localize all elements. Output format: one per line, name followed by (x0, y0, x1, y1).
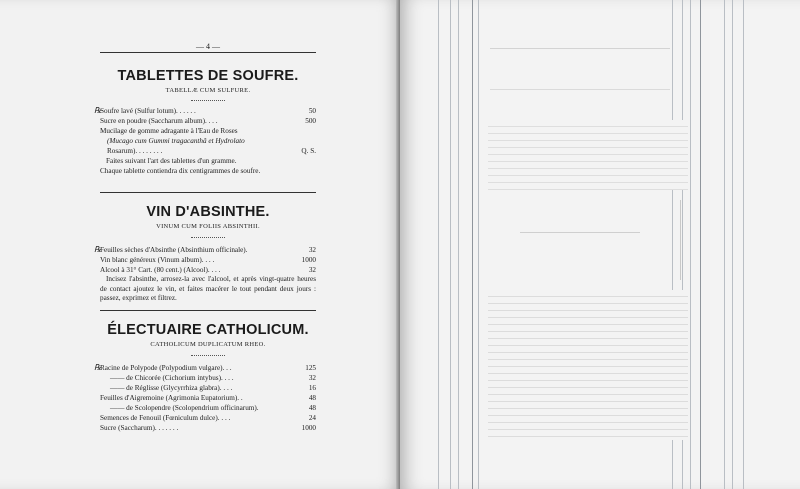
ingredient-line (100, 255, 316, 265)
ingredient-text: (Mucago cum Gummi tragacanthâ et Hydrolato (107, 137, 245, 145)
ingredient-text: Soufre lavé (Sulfur lotum). . . . . . (100, 107, 196, 115)
right-page-ledger (400, 0, 800, 489)
ingredient-text: Semences de Fenouil (Fœniculum dulce). . . . (100, 414, 231, 422)
ingredient-line (100, 146, 316, 156)
ingredient-line (100, 393, 316, 403)
ingredient-text: Vin blanc généreux (Vinum album). . . . (100, 256, 215, 264)
ingredient-text: Feuilles d'Aigremoine (Agrimonia Eupatorium). . (100, 394, 243, 402)
header-rule (100, 52, 316, 53)
ingredient-text: Rosarum). . . . . . . . (107, 147, 163, 155)
recipe-symbol: ℞ (94, 106, 102, 115)
section-title: VIN D'ABSINTHE. (146, 204, 270, 220)
preparation-paragraph: Incisez l'absinthe, arrosez-la avec l'alcool, et après vingt-quatre heures de contact ajoutez le vin, et faites macérer le tout pendant deux jours : passez, exprimez et filtrez. (100, 275, 316, 303)
ingredient-text: Sucre (Saccharum). . . . . . . (100, 424, 179, 432)
ingredient-quantity: 24 (308, 414, 316, 422)
ingredient-line (100, 265, 316, 275)
ledger-line (472, 0, 473, 489)
recipe-symbol: ℞ (94, 363, 102, 372)
bleed-through (520, 232, 640, 239)
ornament-divider (191, 237, 225, 238)
ingredient-line (94, 363, 316, 373)
ornament-divider (191, 100, 225, 101)
page-number: — 4 — (196, 42, 220, 51)
ingredient-quantity: Q. S. (301, 147, 316, 155)
ingredient-quantity: 500 (305, 117, 316, 125)
ingredient-quantity: 32 (308, 246, 316, 254)
ingredient-text: Mucilage de gomme adragante à l'Eau de Roses (100, 127, 238, 135)
ingredient-quantity: 1000 (301, 256, 316, 264)
bleed-through (488, 290, 688, 440)
ingredient-line (100, 423, 316, 433)
preparation-note: Chaque tablette contiendra dix centigrammes de soufre. (100, 167, 261, 175)
ingredient-quantity: 32 (308, 374, 316, 382)
ingredient-quantity: 32 (308, 266, 316, 274)
section-absinthe (94, 204, 316, 304)
ledger-line (450, 0, 451, 489)
section-title: TABLETTES DE SOUFRE. (117, 68, 299, 84)
section-latin-title: VINUM CUM FOLIIS ABSINTHII. (156, 223, 260, 230)
ingredient-line (100, 413, 316, 423)
ingredient-text: Sucre en poudre (Saccharum album). . . . (100, 117, 218, 125)
ingredient-line (100, 116, 316, 126)
ledger-line (478, 0, 479, 489)
ingredient-line (100, 383, 316, 393)
ingredient-text: —— de Réglisse (Glycyrrhiza glabra). . . . (110, 384, 233, 392)
preparation-note: Faites suivant l'art des tablettes d'un gramme. (106, 157, 237, 165)
section-rule (100, 192, 316, 193)
ingredient-text: Alcool à 31° Cart. (80 cent.) (Alcool). . . . (100, 266, 221, 274)
section-latin-title: CATHOLICUM DUPLICATUM RHEO. (150, 341, 266, 348)
ingredient-quantity: 125 (305, 364, 316, 372)
ingredient-quantity: 48 (308, 404, 316, 412)
bleed-through (488, 120, 688, 190)
section-rule (100, 310, 316, 311)
pencil-marks (680, 200, 751, 280)
ledger-line (438, 0, 439, 489)
ingredient-text: —— de Chicorée (Cichorium intybus). . . . (110, 374, 234, 382)
ingredient-text: Feuilles sèches d'Absinthe (Absinthium officinale). (100, 246, 248, 254)
ingredient-line (100, 126, 316, 136)
ingredient-line (94, 245, 316, 255)
ingredient-quantity: 48 (308, 394, 316, 402)
ingredient-quantity: 50 (308, 107, 316, 115)
bleed-through (490, 48, 670, 90)
ingredient-line (100, 403, 316, 413)
ingredient-quantity: 16 (308, 384, 316, 392)
ingredient-line (100, 373, 316, 383)
section-latin-title: TABELLÆ CUM SULFURE. (165, 87, 251, 94)
ingredient-text: Racine de Polypode (Polypodium vulgare). . . (100, 364, 232, 372)
ornament-divider (191, 355, 225, 356)
section-catholicum (94, 322, 316, 433)
ingredient-quantity: 1000 (301, 424, 316, 432)
section-soufre (94, 68, 316, 176)
ingredient-text: —— de Scolopendre (Scolopendrium officinarum). (110, 404, 259, 412)
ledger-line (458, 0, 459, 489)
ingredient-line (100, 136, 316, 146)
recipe-symbol: ℞ (94, 245, 102, 254)
ingredient-line (94, 106, 316, 116)
section-title: ÉLECTUAIRE CATHOLICUM. (107, 322, 309, 338)
